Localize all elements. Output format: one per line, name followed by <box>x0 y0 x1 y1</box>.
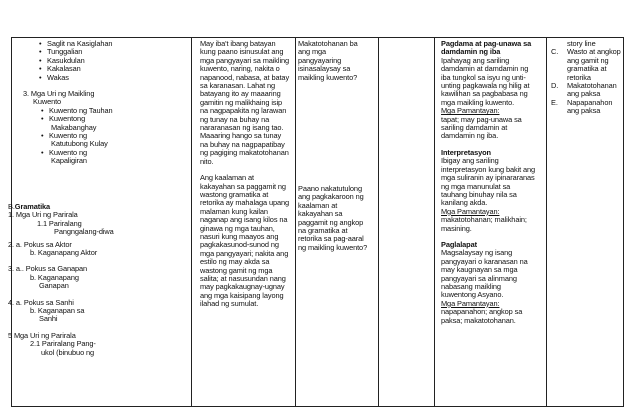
text-line: wastong gramatika at <box>200 189 269 199</box>
text-line: may kaugnayan sa mga <box>441 265 518 275</box>
text-line: pagkakasunod-sunod ng <box>200 240 279 250</box>
gramatika-heading: B.Gramatika <box>8 202 51 211</box>
text-line: ang pagkakaroon ng <box>298 192 364 202</box>
text-line: mga suliranin ay ipinararanas <box>441 173 535 183</box>
text-line: Makatotohanan <box>567 81 617 91</box>
tasks-column <box>441 40 545 325</box>
text-line: isinasalaysay sa <box>298 64 351 74</box>
text-line: retorika ay mahalaga upang <box>200 198 290 208</box>
text-line: damdamin ng iba. <box>441 131 499 141</box>
list-item: Sanhi <box>39 314 58 324</box>
text-line: malaman kung kailan <box>200 206 268 216</box>
criterion-c: C. Wasto at angkop ang gamit ng gramatika at retorika <box>549 48 623 82</box>
list-item: 3. a.. Pokus sa Ganapan <box>8 264 88 274</box>
text-line: interpretasyon kung bakit ang <box>441 164 536 174</box>
col-divider-1 <box>191 37 192 407</box>
text-line: Wasto at angkop <box>567 47 621 57</box>
text-line: mga maikling kuwento. <box>441 97 515 107</box>
text-line: May iba't ibang batayan <box>200 39 276 48</box>
criterion-e: E. Napapanahon ang paksa <box>549 99 623 116</box>
text-line: nasuri kung maayos ang <box>200 231 279 241</box>
text-line: kawilihan sa pagbabasa ng <box>441 89 528 99</box>
criteria-label: Mga Pamantayan: <box>441 298 500 308</box>
col-divider-4 <box>434 37 435 407</box>
questions-column <box>298 40 378 82</box>
text-line: paksa; makatotohanan. <box>441 315 516 325</box>
text-line: batayang ito ay maaaring <box>200 89 281 99</box>
list-item: 1. Mga Uri ng Parirala <box>8 210 78 220</box>
text-line: mga pangyayari sa maikling <box>200 55 290 65</box>
text-line: ang mga <box>298 47 327 57</box>
list-item: 5 Mga Uri ng Parirala <box>8 330 76 340</box>
text-line: kanilang akda. <box>441 198 488 208</box>
gramatika-section <box>8 203 188 357</box>
text-line: ng pagiging makatotohanan <box>200 148 289 158</box>
list-item: Makabanghay <box>51 122 97 132</box>
criteria-list <box>441 308 545 325</box>
text-line: tauhang binuhay nila sa <box>441 189 517 199</box>
text-line: naganap ang isang kilos na <box>200 215 288 225</box>
essential-question-1 <box>298 40 378 82</box>
understanding-column <box>200 40 294 309</box>
table-bottom-border <box>11 406 624 407</box>
text-line: paggamit ng angkop <box>298 217 364 227</box>
list-item: Ganapan <box>39 281 69 291</box>
text-line: pangyayari o karanasan na <box>441 256 528 266</box>
text-line: gamitin ng malikhaing isip <box>200 97 283 107</box>
text-line: na buhay na nagpapatibay <box>200 139 285 149</box>
text-line: sa karanasan. Lahat ng <box>200 81 276 91</box>
essential-question-2 <box>298 185 378 252</box>
paragraph-batayan <box>200 40 294 166</box>
list-item: Katutubong Kulay <box>51 139 108 149</box>
text-line: napapanahon; angkop sa <box>441 307 523 317</box>
list-item: • Wakas <box>35 74 189 82</box>
text-line: Napapanahon <box>567 97 613 107</box>
text-line: may pagkakaugnay-ugnay <box>200 282 285 292</box>
text-line: kakayahan sa <box>298 209 343 219</box>
criteria-column <box>549 40 623 116</box>
list-item: • Kasukdulan <box>35 57 189 65</box>
text-line: iba tungkol sa isyu ng unti- <box>441 72 526 82</box>
list-item: • Kuwentong <box>37 115 189 123</box>
topics-column <box>23 40 189 166</box>
list-item: b. Kaganapang <box>30 272 79 282</box>
curriculum-table <box>8 37 624 407</box>
list-item: • Saglit na Kasiglahan <box>35 40 189 48</box>
text-line: estilo ng may akda sa <box>200 257 270 267</box>
text-line: Paano nakatutulong <box>298 184 362 193</box>
criteria-label: Mga Pamantayan: <box>441 206 500 216</box>
text-line: kuwentong Asyano. <box>441 290 504 300</box>
text-line: pangyayaring <box>298 55 342 65</box>
text-line: pangyayari sa alinmang <box>441 273 517 283</box>
text-line: Magsalaysay ng isang <box>441 248 513 258</box>
list-item: • Kakalasan <box>35 65 189 73</box>
text-line: ang paksa <box>567 106 601 116</box>
text-line: ilahad ng sumulat. <box>200 299 259 309</box>
text-line: Maaaring hango sa tunay <box>200 131 282 141</box>
text-line: Ang kaalaman at <box>200 173 254 183</box>
list-item: • Kuwento ng Tauhan <box>37 107 189 115</box>
task-description <box>441 157 545 207</box>
col-divider-2 <box>295 37 296 407</box>
text-line: maikling kuwento? <box>298 72 358 82</box>
text-line: Ibigay ang sariling <box>441 156 499 166</box>
text-line: nito. <box>200 156 214 166</box>
text-line: gramatika at <box>567 64 607 74</box>
text-line: mga pangyayari; nakita ang <box>200 248 289 258</box>
list-item: Kuwento <box>33 97 62 107</box>
col-divider-5 <box>546 37 547 407</box>
text-line: ng tunay na buhay na <box>200 114 270 124</box>
text-line: na nagpapakita ng larawan <box>200 106 287 116</box>
text-line: kaalaman at <box>298 200 338 210</box>
text-line: kuwento, naring, nakita o <box>200 64 280 74</box>
col-divider-6 <box>623 37 624 407</box>
list-item: 2.1 Pariralang Pang- <box>30 339 96 349</box>
text-line: unting pagkawala ng hilig at <box>441 81 530 91</box>
paragraph-gramatika <box>200 174 294 309</box>
list-item: • Kuwento ng <box>37 149 189 157</box>
task-heading: Interpretasyon <box>441 147 491 157</box>
task-heading: Paglalapat <box>441 239 477 249</box>
list-item: 1.1 Pariralang <box>37 218 82 228</box>
text-line: Makatotohanan ba <box>298 39 358 48</box>
text-line: kung paano isinusulat ang <box>200 47 284 57</box>
criteria-label: Mga Pamantayan: <box>441 106 500 116</box>
text-line: ang mga kaisipang layong <box>200 290 284 300</box>
criterion-d: D. Makatotohanan ang paksa <box>549 82 623 99</box>
text-line: tapat; may pag-unawa sa <box>441 114 522 124</box>
list-item: b. Kaganapan sa <box>30 306 85 316</box>
list-item: 2. a. Pokus sa Aktor <box>8 239 72 249</box>
task-description <box>441 57 545 107</box>
text-line: na gramatika at <box>298 226 348 236</box>
text-line: napanood, nabasa, at batay <box>200 72 290 82</box>
table-top-border <box>11 37 624 38</box>
text-line: nabasang maikling <box>441 281 501 291</box>
criteria-list <box>441 116 545 141</box>
list-item: story line <box>567 39 596 48</box>
task-heading: Pagdama at pag-unawa sa <box>441 39 532 48</box>
text-line: Ipahayag ang sariling <box>441 55 510 65</box>
text-line: ng maikling kuwento? <box>298 242 368 252</box>
list-item: Pangngalang-diwa <box>54 227 114 237</box>
list-item: • Kuwento ng <box>37 132 189 140</box>
criteria-list <box>441 216 545 233</box>
text-line: damdamin at damdamin ng <box>441 64 529 74</box>
questions-column-lower <box>298 185 378 252</box>
text-line: masining. <box>441 223 472 233</box>
col-divider-3 <box>378 37 379 407</box>
text-line: nararanasan ng isang tao. <box>200 123 284 133</box>
text-line: ginawa ng mga tauhan, <box>200 223 275 233</box>
text-line: kakayahan sa paggamit ng <box>200 181 286 191</box>
list-item: b. Kaganapang Aktor <box>30 248 98 258</box>
list-item: Kapaligiran <box>51 156 87 166</box>
list-item: • Tunggalian <box>35 48 189 56</box>
text-line: retorika <box>567 72 591 82</box>
text-line: wastong gamit ng mga <box>200 265 273 275</box>
list-item: 3. Mga Uri ng Maikling <box>23 89 95 99</box>
text-line: makatotohanan; malikhain; <box>441 215 527 225</box>
text-line: ng mga manunulat sa <box>441 181 511 191</box>
text-line: ang paksa <box>567 89 601 99</box>
task-heading: damdamin ng iba <box>441 47 501 57</box>
text-line: retorika sa pag-aaral <box>298 234 364 244</box>
text-line: salita; at nasusundan nang <box>200 273 286 283</box>
list-item: ukol (binubuo ng <box>41 347 95 357</box>
list-item: 4. a. Pokus sa Sanhi <box>8 297 74 307</box>
task-description <box>441 249 545 299</box>
text-line: ang gamit ng <box>567 55 609 65</box>
text-line: sariling damdamin at <box>441 123 508 133</box>
